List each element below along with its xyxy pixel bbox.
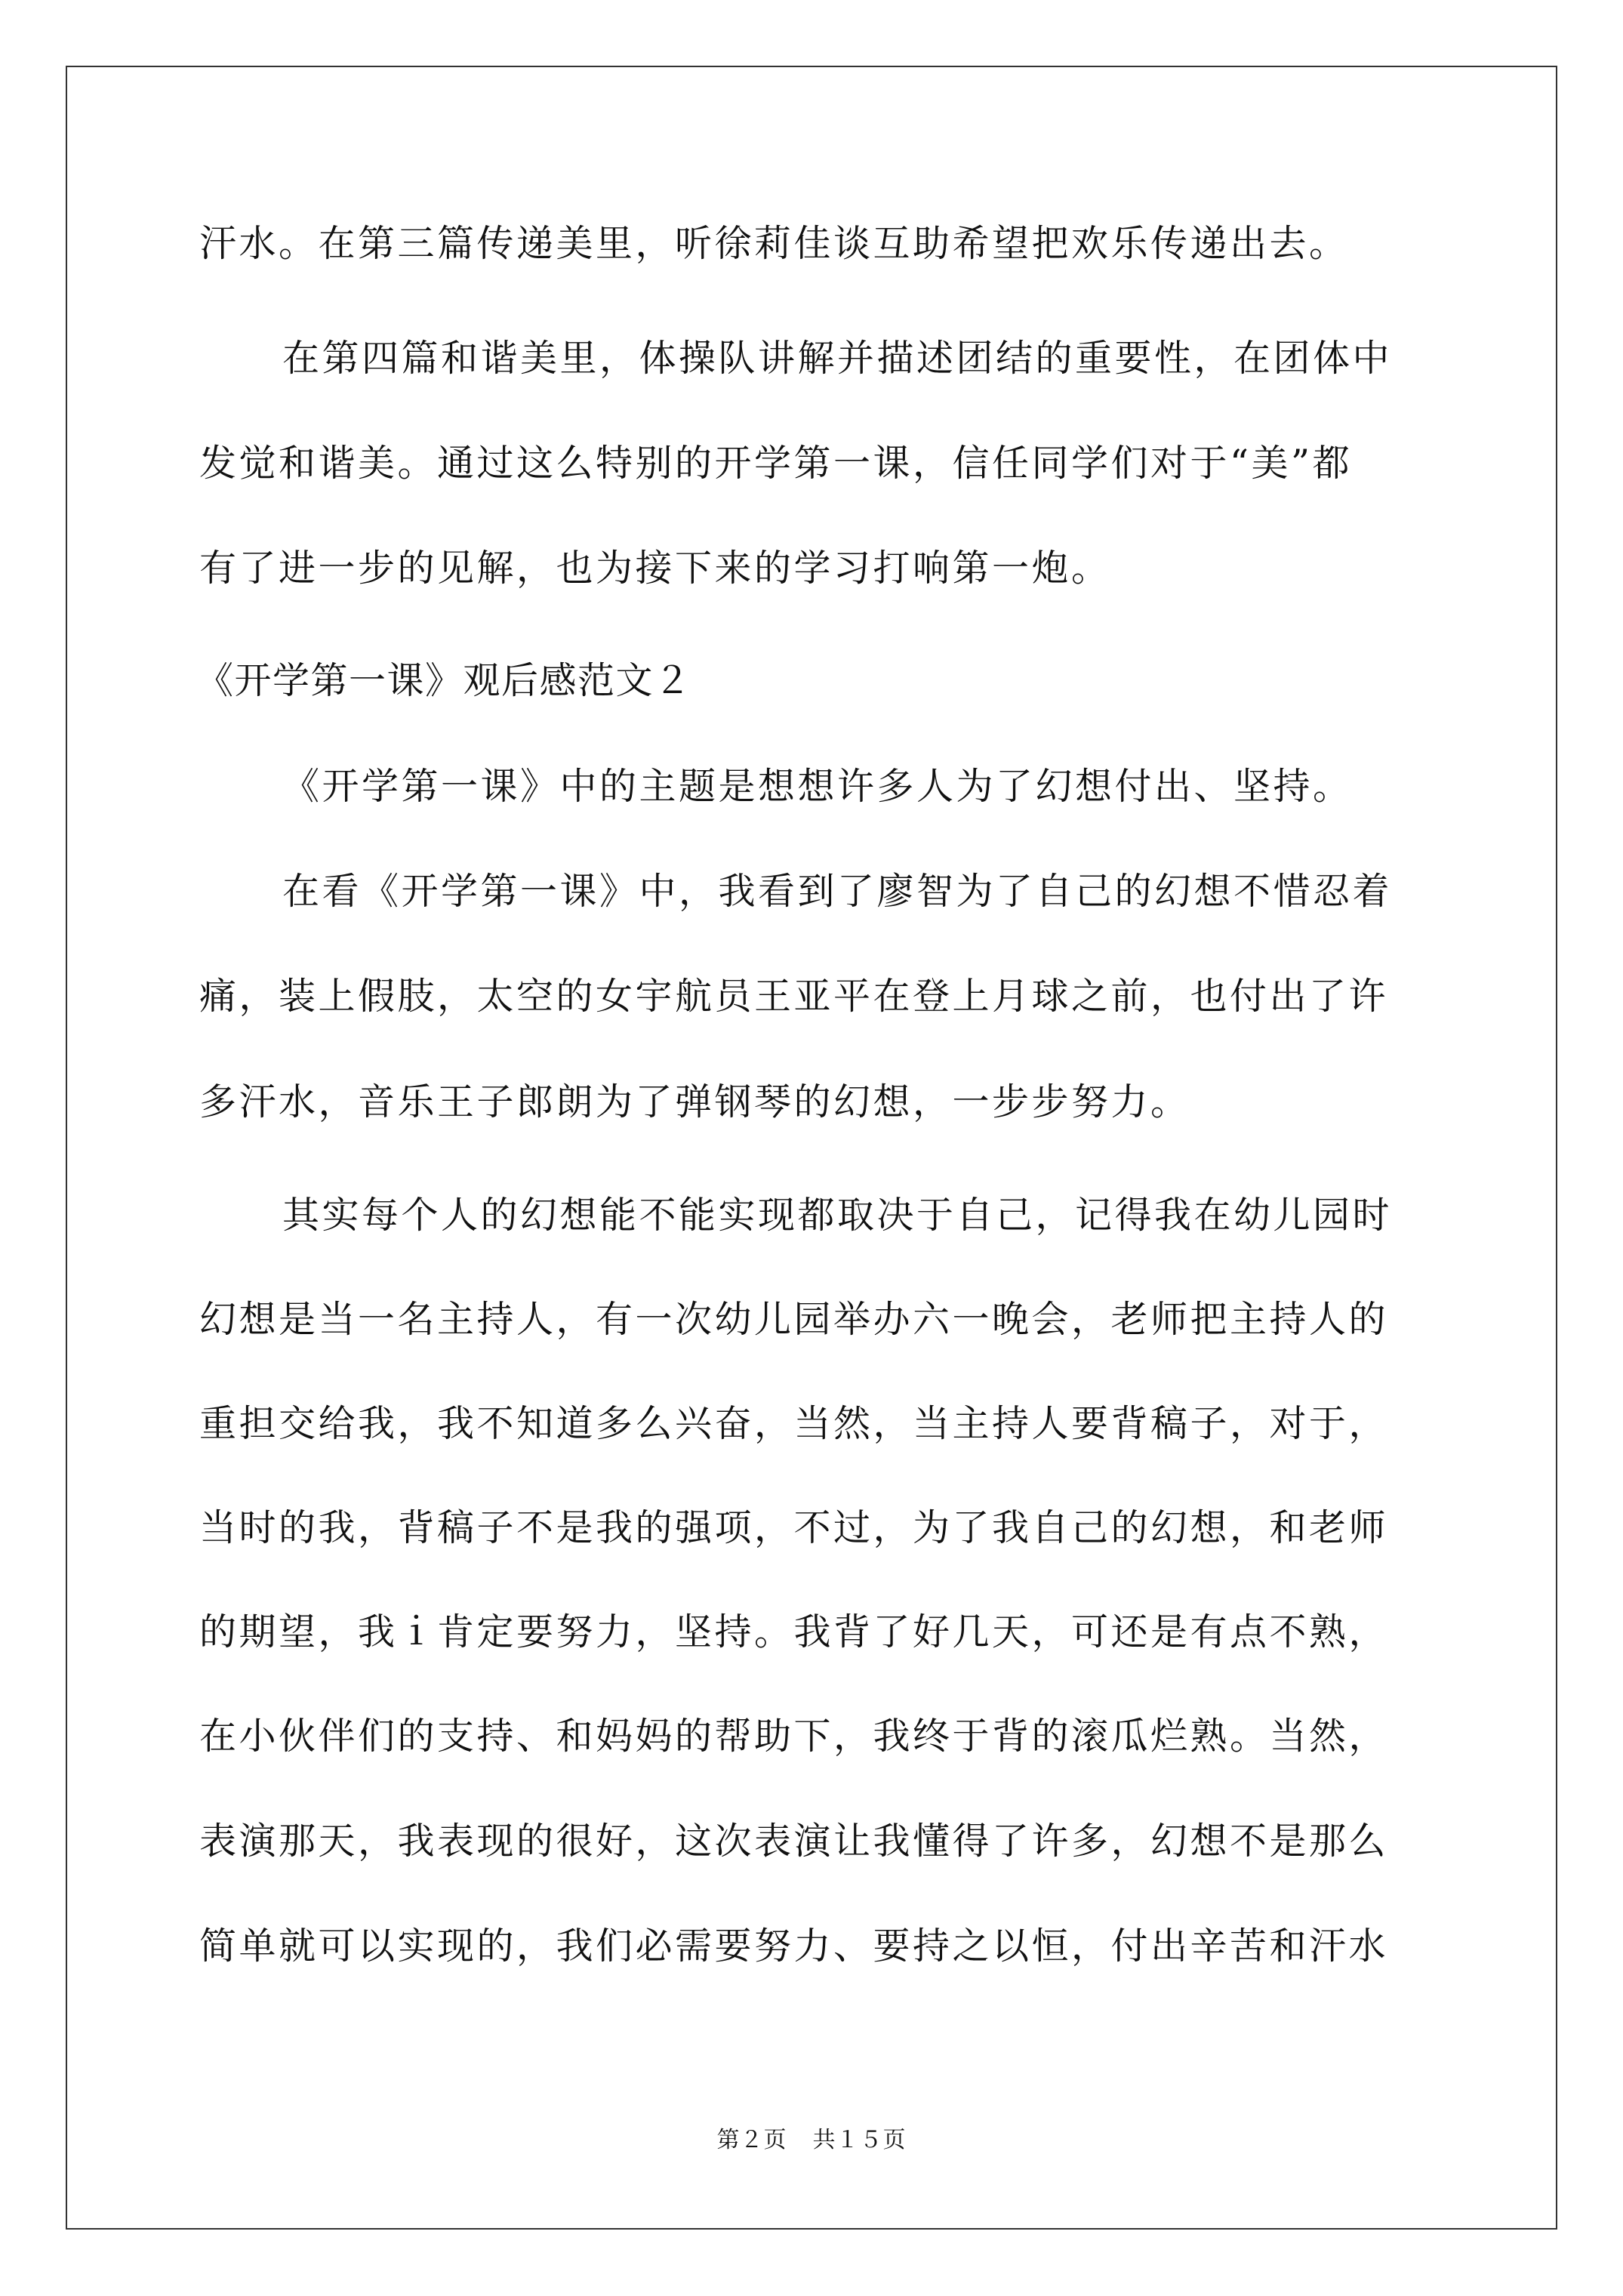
page-number: 第２页 — [716, 2127, 787, 2153]
text-line: 多汗水，音乐王子郎朗为了弹钢琴的幻想，一步步努力。 — [199, 1080, 1190, 1123]
text-line: 幻想是当一名主持人，有一次幼儿园举办六一晚会，老师把主持人的 — [199, 1298, 1389, 1341]
text-line: 有了进一步的见解，也为接下来的学习打响第一炮。 — [199, 547, 1111, 590]
text-line: 发觉和谐美。通过这么特别的开学第一课，信任同学们对于“美”都 — [199, 442, 1353, 485]
text-line: 在小伙伴们的支持、和妈妈的帮助下，我终于背的滚瓜烂熟。当然， — [199, 1715, 1389, 1758]
page-footer — [0, 2125, 1623, 2156]
paragraph-line: 在第四篇和谐美里，体操队讲解并描述团结的重要性，在团体中 — [282, 337, 1393, 380]
paragraph-line: 《开学第一课》中的主题是想想许多人为了幻想付出、坚持。 — [282, 765, 1353, 808]
text-line: 痛，装上假肢，太空的女宇航员王亚平在登上月球之前，也付出了许 — [199, 975, 1389, 1018]
paragraph-line: 其实每个人的幻想能不能实现都取决于自己，记得我在幼儿园时 — [282, 1194, 1393, 1237]
text-line: 简单就可以实现的，我们必需要努力、要持之以恒，付出辛苦和汗水 — [199, 1925, 1389, 1968]
section-heading: 《开学第一课》观后感范文２ — [196, 659, 692, 702]
text-line: 的期望，我ｉ肯定要努力，坚持。我背了好几天，可还是有点不熟， — [199, 1610, 1389, 1653]
text-line: 汗水。在第三篇传递美里，听徐莉佳谈互助希望把欢乐传递出去。 — [199, 222, 1349, 265]
page-total: 共１５页 — [812, 2127, 907, 2153]
text-line: 重担交给我，我不知道多么兴奋，当然，当主持人要背稿子，对于， — [199, 1402, 1389, 1445]
text-line: 表演那天，我表现的很好，这次表演让我懂得了许多，幻想不是那么 — [199, 1820, 1389, 1863]
page-border — [66, 66, 1557, 2230]
paragraph-line: 在看《开学第一课》中，我看到了廖智为了自己的幻想不惜忍着 — [282, 870, 1393, 913]
text-line: 当时的我，背稿子不是我的强项，不过，为了我自己的幻想，和老师 — [199, 1506, 1389, 1549]
